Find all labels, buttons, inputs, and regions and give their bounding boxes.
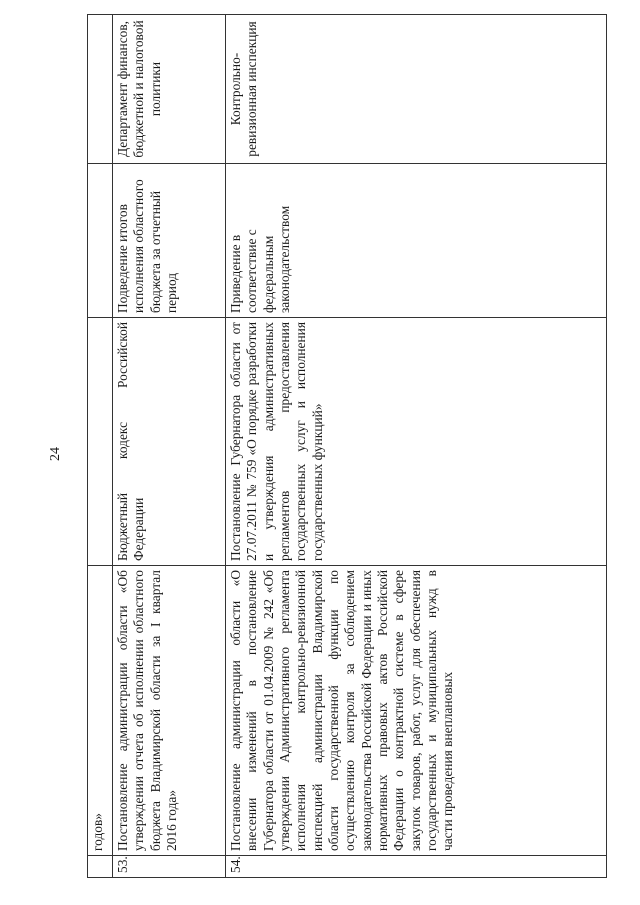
- cell-empty: [88, 15, 113, 164]
- row-name: Постановление администрации области «О внесении изменений в постановление Губернатора области от 01.04.2009 № 242 «Об утверждении Административного регламента исполнения контрольно-ревизионной инспекцией администрации Владимирской области государственной функции по осуществлению контроля за соблюдением законодательства Российской Федерации и иных нормативных правовых актов Российской Федерации о контрактной системе в сфере закупок товаров, работ, услуг для обеспечения государственных и муниципальных нужд в части проведения внеплановых: [226, 566, 607, 856]
- table-row: [226, 15, 607, 878]
- row-number: 53.: [113, 856, 226, 878]
- cell-continuation: годов»: [88, 566, 113, 856]
- row-number: 54.: [226, 856, 607, 878]
- row-goal: Подведение итогов исполнения областного бюджета за отчетный период: [113, 164, 226, 318]
- row-basis: Постановление Губернатора области от 27.07.2011 № 759 «О порядке разработки и утверждения административных регламентов предоставления государственных услуг и исполнения государственных функций»: [226, 318, 607, 566]
- row-goal: Приведение в соответствие с федеральным законодательством: [226, 164, 607, 318]
- row-name: Постановление администрации области «Об утверждении отчета об исполнении областного бюджета Владимирской области за I квартал 2016 года»: [113, 566, 226, 856]
- table-row-continuation: [88, 15, 113, 878]
- cell-empty: [88, 856, 113, 878]
- cell-empty: [88, 318, 113, 566]
- plan-table: [87, 14, 607, 878]
- row-responsible: Департамент финансов, бюджетной и налоговой политики: [113, 15, 226, 164]
- row-responsible: Контрольно-ревизионная инспекция: [226, 15, 607, 164]
- table-row: [113, 15, 226, 878]
- cell-empty: [88, 164, 113, 318]
- page-number: 24: [48, 447, 63, 461]
- rotated-table-wrapper: [87, 15, 607, 878]
- row-basis: Бюджетный кодекс Российской Федерации: [113, 318, 226, 566]
